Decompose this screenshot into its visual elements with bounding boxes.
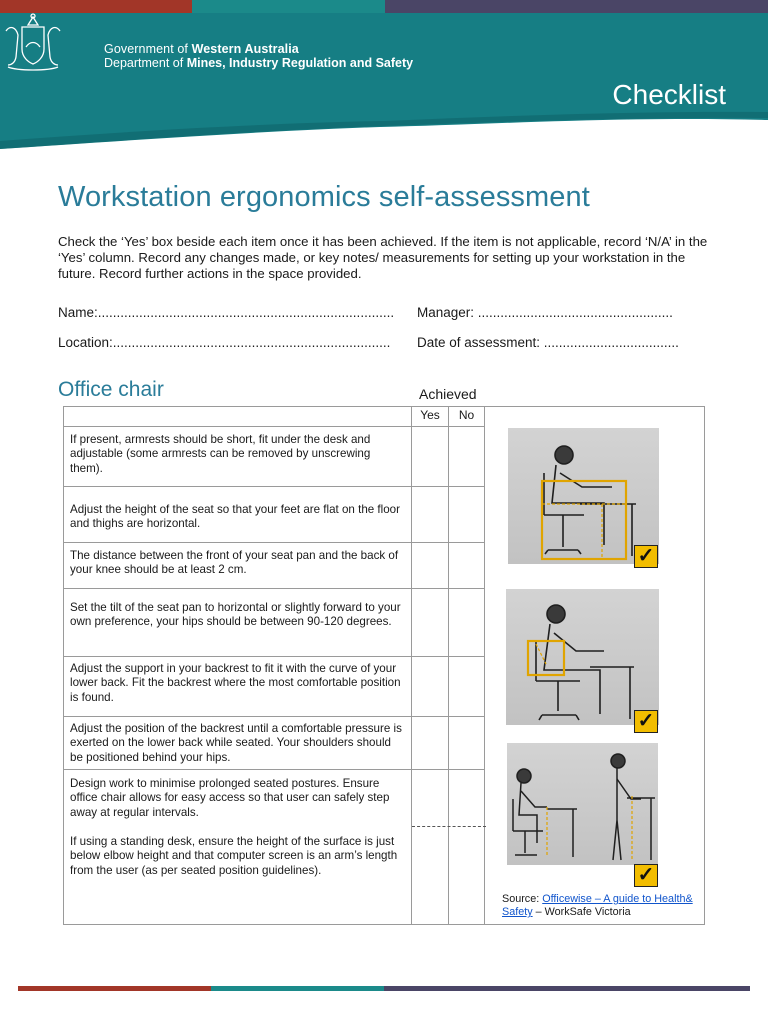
no-checkbox-standing-desk[interactable]: [449, 827, 484, 925]
page-title: Workstation ergonomics self-assessment: [58, 181, 590, 213]
department-name: Department of Mines, Industry Regulation and Safety: [104, 56, 414, 70]
checklist-item-seat-depth: The distance between the front of your seat pan and the back of your knee should be at least 2 cm.: [70, 549, 399, 577]
illustration-backrest-support: [506, 589, 659, 725]
footer-color-strip: [18, 986, 750, 991]
no-checkbox-seated-postures[interactable]: [449, 770, 484, 826]
intro-paragraph: Check the ‘Yes’ box beside each item once it has been achieved. If the item is not applicable, record ‘N/A’ in the ‘Yes’ column. Record any changes made, or key notes/ measurements for setting up your workstation in the future. Record further actions in the space provided.: [58, 234, 708, 282]
checklist-item-standing-desk: If using a standing desk, ensure the height of the surface is just below elbow height and that computer screen is an arm’s length from the user (as per seated position guidelines).: [70, 835, 398, 877]
yes-checkbox-seat-height[interactable]: [412, 487, 448, 542]
yes-checkbox-backrest-position[interactable]: [412, 717, 448, 769]
yes-checkbox-seat-tilt[interactable]: [412, 589, 448, 656]
checkmark-icon: ✓: [634, 710, 658, 733]
checkmark-icon: ✓: [634, 864, 658, 887]
no-checkbox-backrest-position[interactable]: [449, 717, 484, 769]
checklist-item-seat-height: Adjust the height of the seat so that your feet are flat on the floor and thighs are horizontal.: [70, 503, 400, 531]
yes-checkbox-armrests[interactable]: [412, 427, 448, 486]
no-checkbox-seat-height[interactable]: [449, 487, 484, 542]
no-checkbox-lumbar-support[interactable]: [449, 657, 484, 716]
header-banner: [0, 13, 768, 155]
manager-field[interactable]: Manager: ....................................................: [417, 305, 673, 320]
location-field[interactable]: Location:..........................................................................: [58, 335, 391, 350]
top-color-strip: [0, 0, 768, 13]
table-divider: [484, 407, 485, 924]
section-title: Office chair: [58, 378, 164, 401]
checklist-item-backrest-position: Adjust the position of the backrest until a comfortable pressure is exerted on the lower back while seated. Your shoulders should be positioned behind your hips.: [70, 722, 402, 764]
document-type-label: Checklist: [612, 79, 726, 110]
achieved-header: Achieved: [419, 386, 477, 402]
name-field[interactable]: Name:...............................................................................: [58, 305, 395, 320]
yes-checkbox-seated-postures[interactable]: [412, 770, 448, 826]
source-link[interactable]: Officewise – A guide to Health& Safety: [502, 893, 693, 918]
no-checkbox-seat-tilt[interactable]: [449, 589, 484, 656]
date-of-assessment-field[interactable]: Date of assessment: ....................................: [417, 335, 679, 350]
illustration-seated-armrests: [508, 428, 659, 564]
checklist-item-armrests: If present, armrests should be short, fit under the desk and adjustable (some armrests can be removed by unscrewing them).: [70, 433, 371, 475]
yes-checkbox-standing-desk[interactable]: [412, 827, 448, 925]
coat-of-arms-logo: [0, 13, 66, 75]
yes-checkbox-seat-depth[interactable]: [412, 543, 448, 588]
illustration-sit-stand-desks: [507, 743, 658, 865]
no-checkbox-seat-depth[interactable]: [449, 543, 484, 588]
column-header-no: No: [458, 408, 475, 422]
checklist-item-seat-tilt: Set the tilt of the seat pan to horizontal or slightly forward to your own preference, your hips should be between 90-120 degrees.: [70, 601, 401, 629]
source-citation: Source: Officewise – A guide to Health& Safety – WorkSafe Victoria: [502, 893, 693, 918]
no-checkbox-armrests[interactable]: [449, 427, 484, 486]
yes-checkbox-lumbar-support[interactable]: [412, 657, 448, 716]
checklist-item-lumbar-support: Adjust the support in your backrest to fit it with the curve of your lower back. Fit the backrest where the most comfortable position is found.: [70, 662, 401, 704]
checkmark-icon: ✓: [634, 545, 658, 568]
checklist-item-seated-postures: Design work to minimise prolonged seated postures. Ensure office chair allows for easy access so that user can safely step away at regular intervals.: [70, 777, 390, 819]
column-header-yes: Yes: [420, 408, 440, 422]
government-name: Government of Western Australia: [104, 42, 299, 56]
